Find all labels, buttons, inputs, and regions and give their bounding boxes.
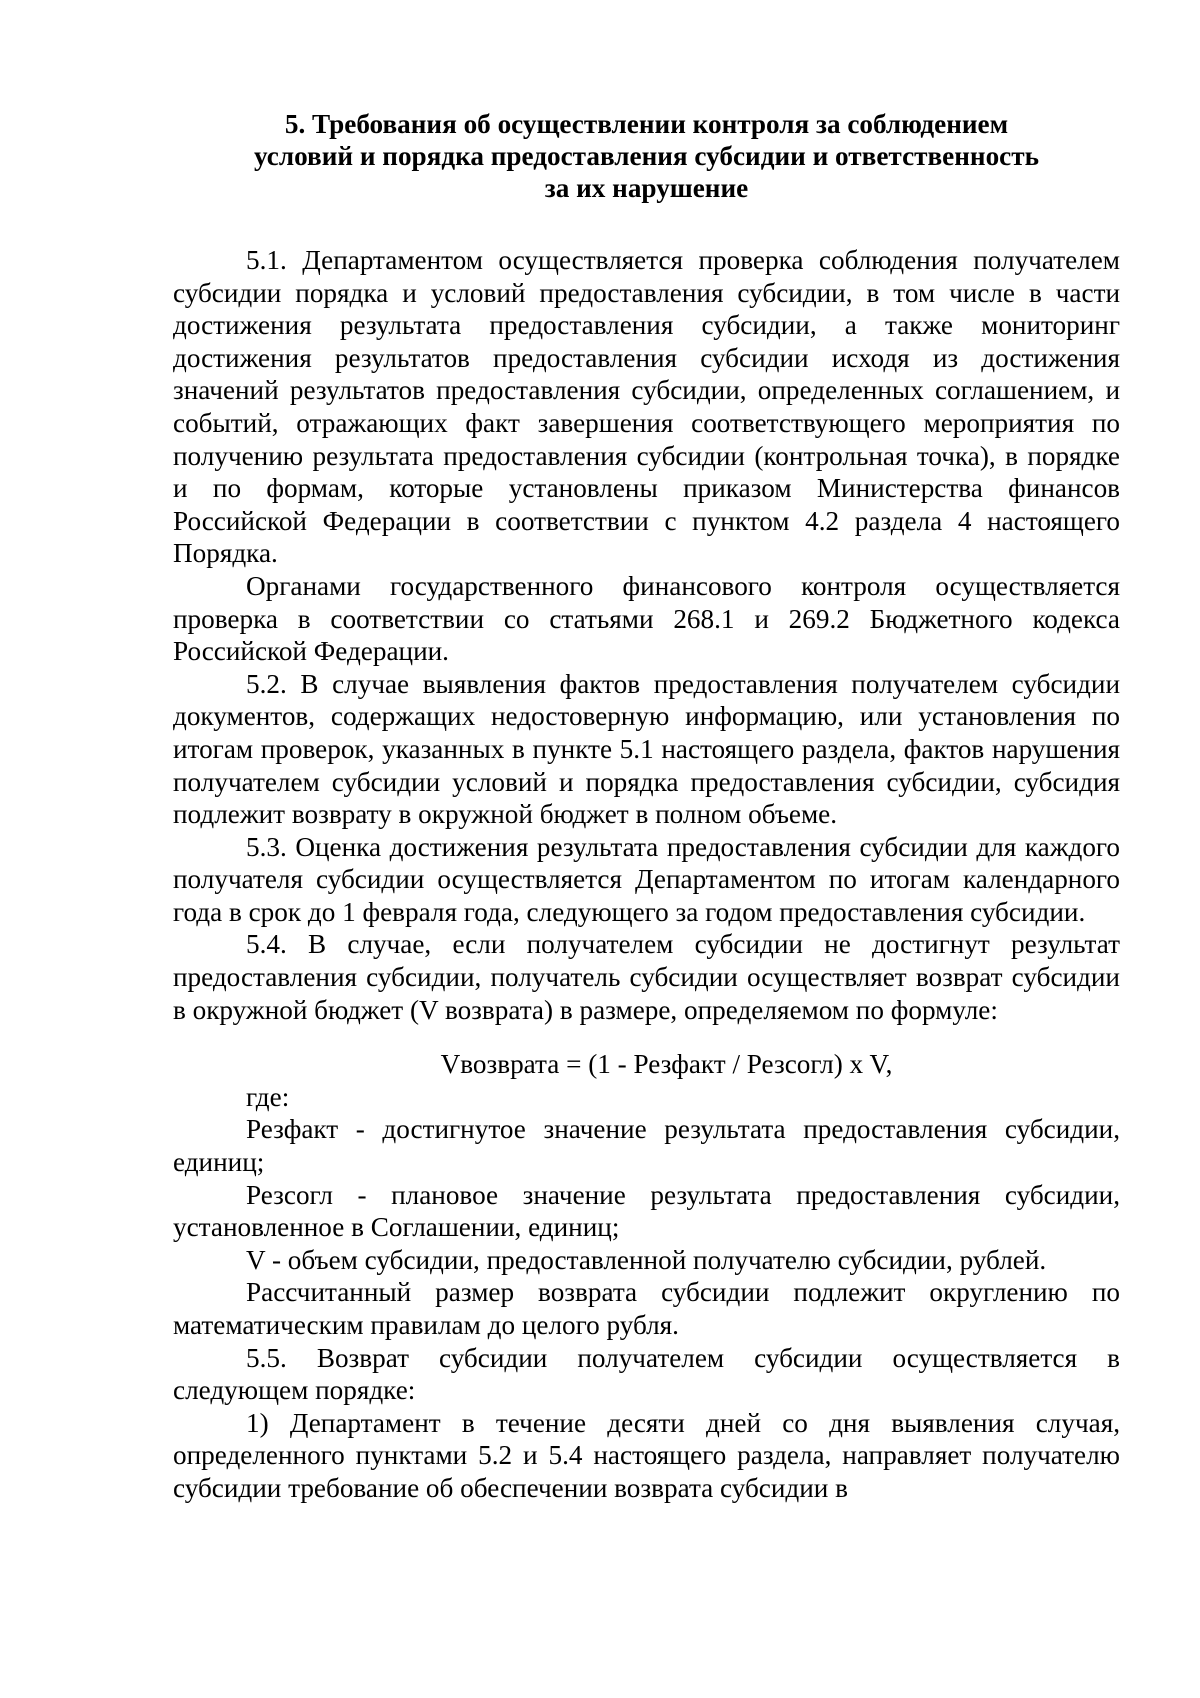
refund-formula: Vвозврата = (1 - Резфакт / Резсогл) x V, <box>440 1049 893 1080</box>
heading-line-2: условий и порядка предоставления субсидии и ответственность <box>254 141 1039 171</box>
heading-line-3: за их нарушение <box>544 173 749 203</box>
paragraph-5-5-item-1: 1) Департамент в течение десяти дней со дня выявления случая, определенного пунктами 5.2 и 5.4 настоящего раздела, направляет получателю субсидии требование об обеспечении возврата субсидии в <box>173 1407 1120 1503</box>
paragraph-5-4: 5.4. В случае, если получателем субсидии не достигнут результат предоставления субсидии, получатель субсидии осуществляет возврат субсидии в окружной бюджет (V возврата) в размере, определяемом по формуле: <box>173 929 1120 1025</box>
section-heading <box>173 108 1120 204</box>
paragraph-5-2: 5.2. В случае выявления фактов предоставления получателем субсидии документов, содержащих недостоверную информацию, или установления по итогам проверок, указанных в пункте 5.1 настоящего раздела, фактов нарушения получателем субсидии условий и порядка предоставления субсидии, субсидия подлежит возврату в окружной бюджет в полном объеме. <box>173 668 1120 830</box>
definition-rezfakt: Резфакт - достигнутое значение результата предоставления субсидии, единиц; <box>173 1114 1120 1178</box>
paragraph-5-1: 5.1. Департаментом осуществляется проверка соблюдения получателем субсидии порядка и условий предоставления субсидии, в том числе в части достижения результата предоставления субсидии, а также мониторинг достижения результатов предоставления субсидии исходя из достижения значений результатов предоставления субсидии, определенных соглашением, и событий, отражающих факт завершения соответствующего мероприятия по получению результата предоставления субсидии (контрольная точка), в порядке и по формам, которые установлены приказом Министерства финансов Российской Федерации в соответствии с пунктом 4.2 раздела 4 настоящего Порядка. <box>173 245 1120 569</box>
heading-line-1: 5. Требования об осуществлении контроля за соблюдением <box>284 109 1009 139</box>
paragraph-state-control: Органами государственного финансового контроля осуществляется проверка в соответствии со статьями 268.1 и 269.2 Бюджетного кодекса Российской Федерации. <box>173 570 1120 667</box>
formula-where: где: <box>246 1081 290 1112</box>
definition-rezsogl: Резсогл - плановое значение результата предоставления субсидии, установленное в Соглашении, единиц; <box>173 1179 1120 1243</box>
paragraph-5-5: 5.5. Возврат субсидии получателем субсидии осуществляется в следующем порядке: <box>173 1342 1120 1406</box>
definition-v: V - объем субсидии, предоставленной получателю субсидии, рублей. <box>246 1244 1047 1275</box>
paragraph-5-3: 5.3. Оценка достижения результата предоставления субсидии для каждого получателя субсидии осуществляется Департаментом по итогам календарного года в срок до 1 февраля года, следующего за годом предоставления субсидии. <box>173 831 1120 927</box>
document-page <box>173 108 1120 1505</box>
paragraph-rounding: Рассчитанный размер возврата субсидии подлежит округлению по математическим правилам до целого рубля. <box>173 1277 1120 1340</box>
